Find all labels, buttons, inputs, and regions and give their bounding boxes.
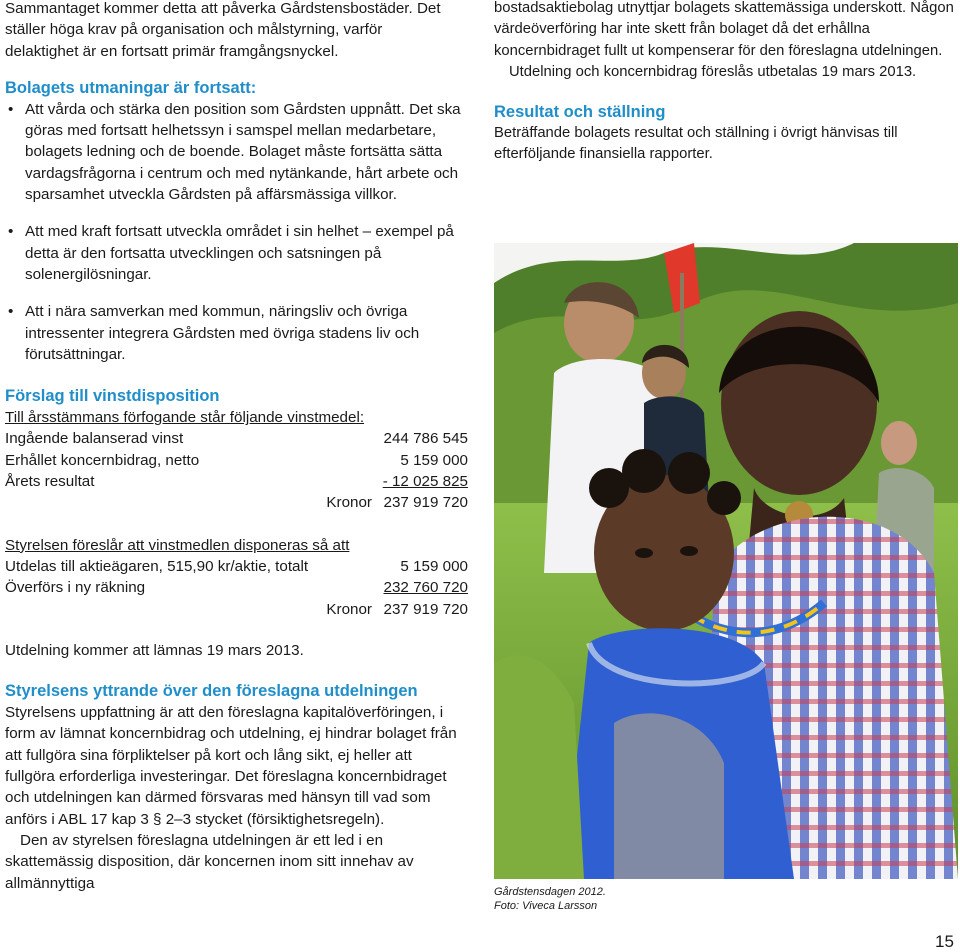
currency-label: Kronor [326,600,372,618]
payment-paragraph: Utdelning och koncernbidrag föreslås utbetalas 19 mars 2013. [509,63,917,80]
photo-caption [494,885,794,913]
caption-title: Gårdstensdagen 2012. [494,886,606,898]
photo-illustration [494,243,958,879]
bullet-text: Att i nära samverkan med kommun, näringsliv och övriga intressenter integrera Gårdsten med övriga stadens liv och förutsättningar. [25,303,420,363]
row-label: Erhållet koncernbidrag, netto [5,451,200,469]
funds-table [5,407,468,513]
total-amount: 237 919 720 [383,494,468,512]
bullet-text: Att vårda och stärka den position som Gårdsten uppnått. Det ska göras med fortsatt helhetssyn i samspel mellan medarbetare, bolagets ledning och de boende. Bolaget måste fortsätta sätta vardagsfrågorna i centrum och med nytänkande, hårt arbete och sparsamhet utveckla Gårdsten på affärsmässiga villkor. [25,100,461,204]
statement-heading: Styrelsens yttrande över den föreslagna utdelningen [5,682,418,701]
table-row [5,577,468,598]
total-amount: 237 919 720 [383,600,468,618]
page-number: 15 [935,932,954,951]
left-column [5,0,475,894]
table-total-row [5,599,468,620]
right-column [494,0,954,166]
row-amount: 244 786 545 [383,430,468,448]
event-photo [494,243,958,879]
table-total-row [5,492,468,513]
board-table [5,535,468,620]
row-label: Ingående balanserad vinst [5,430,184,448]
currency-label: Kronor [326,494,372,512]
continued-paragraph: bostadsaktiebolag utnyttjar bolagets skattemässiga underskott. Någon värdeöverföring har inte skett från bolaget då det erhållna koncernbidraget fullt ut kompenserar för den föreslagna utdelningen. [494,0,954,59]
intro-paragraph: Sammantaget kommer detta att påverka Gårdstensbostäder. Det ställer höga krav på organisation och målstyrning, varför delaktighet är en fortsatt primär framgångsnyckel. [5,0,441,60]
dividend-date: Utdelning kommer att lämnas 19 mars 2013. [5,641,304,659]
bullet-item [5,99,475,205]
table-row [5,556,468,577]
table-row [5,450,468,471]
table-row [5,471,468,492]
bullet-text: Att med kraft fortsatt utveckla området i sin helhet – exempel på detta är den fortsatta utvecklingen och satsningen på solenergilösningar. [25,223,454,283]
bullet-symbol: • [8,223,14,241]
proposal-heading: Förslag till vinstdisposition [5,387,220,406]
bullet-item [5,301,465,365]
row-amount: 5 159 000 [400,557,468,575]
board-title: Styrelsen föreslår att vinstmedlen disponeras så att [5,536,350,554]
row-amount: 232 760 720 [383,579,468,597]
results-paragraph: Beträffande bolagets resultat och ställning i övrigt hänvisas till efterföljande finansiella rapporter. [494,125,898,163]
row-amount: - 12 025 825 [382,473,468,491]
statement-paragraph: Den av styrelsen föreslagna utdelningen är ett led i en skattemässig disposition, där koncernen inom sitt innehav av allmännyttiga [5,831,414,892]
row-label: Överförs i ny räkning [5,579,146,597]
results-heading: Resultat och ställning [494,103,666,122]
table-row [5,428,468,449]
row-label: Årets resultat [5,473,95,491]
funds-title: Till årsstämmans förfogande står följande vinstmedel: [5,409,365,427]
statement-paragraph: Styrelsens uppfattning är att den föreslagna kapitalöverföringen, i form av lämnat koncernbidrag och utdelning, ej hindrar bolaget från att fullgöra sina förpliktelser på kort och lång sikt, ej heller att fullgöra erforderliga investeringar. Det föreslagna koncernbidraget och utdelningen kan därmed försvaras med hänsyn till vad som anförs i ABL 17 kap 3 § 2–3 stycket (försiktighetsregeln). [5,704,457,828]
bullet-symbol: • [8,303,14,321]
bullet-symbol: • [8,100,14,118]
row-amount: 5 159 000 [400,451,468,469]
challenges-heading: Bolagets utmaningar är fortsatt: [5,78,257,97]
caption-credit: Foto: Viveca Larsson [494,900,598,912]
bullet-item [5,221,475,285]
row-label: Utdelas till aktieägaren, 515,90 kr/aktie, totalt [5,557,309,575]
